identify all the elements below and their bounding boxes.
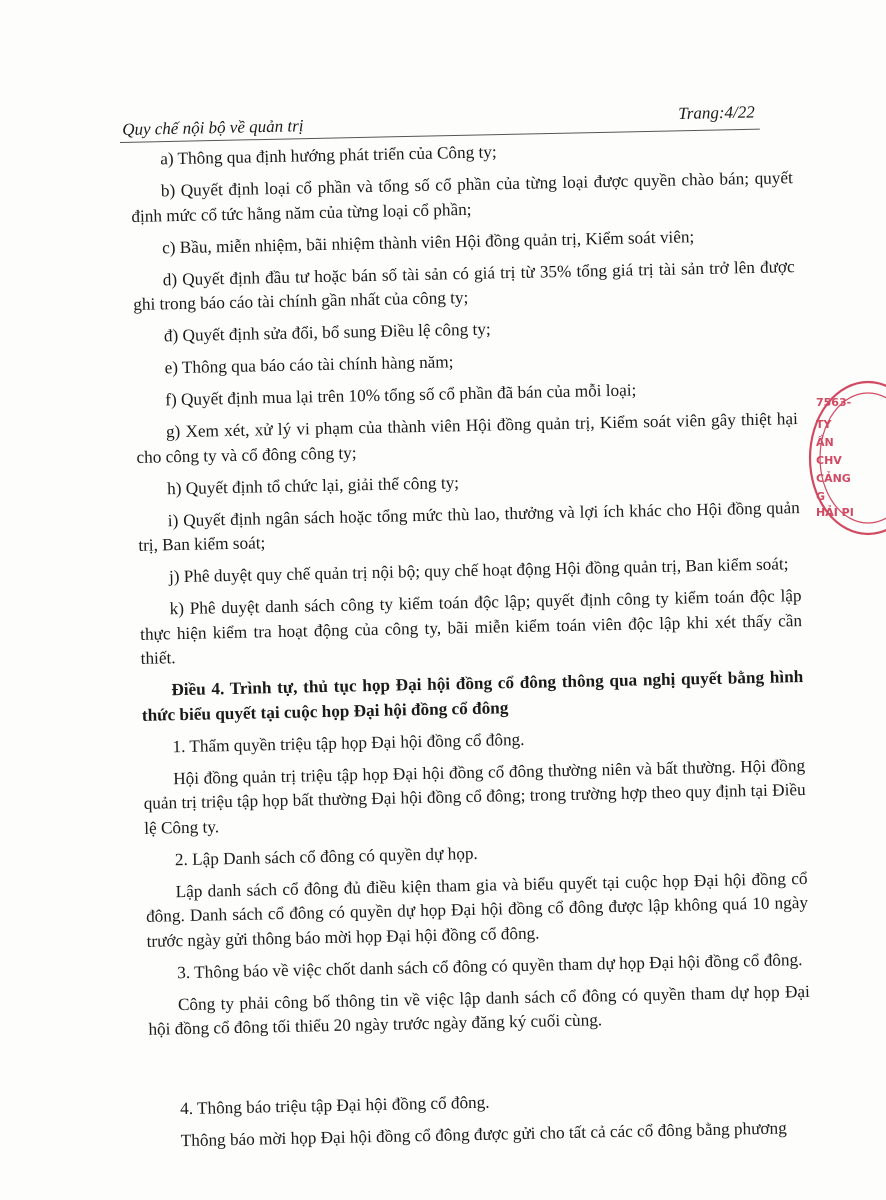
section-4-title: 4. Thông báo triệu tập Đại hội đồng cổ đông. xyxy=(179,1092,490,1119)
list-item-k: k) Phê duyệt danh sách công ty kiểm toán độc lập; quyết định công ty kiểm toán độc lập thực hiện kiểm tra hoạt động của công ty, bãi miễn kiểm toán viên độc lập khi xét thấy cần thiết. xyxy=(139,586,803,668)
list-item-d: d) Quyết định đầu tư hoặc bán số tài sản có giá trị từ 35% tổng giá trị tài sản trở lên được ghi trong báo cáo tài chính gần nhất của công ty; xyxy=(133,256,795,314)
list-item-f: f) Quyết định mua lại trên 10% tổng số cổ phần đã bán của mỗi loại; xyxy=(165,380,637,410)
section-1-title: 1. Thẩm quyền triệu tập họp Đại hội đồng cổ đông. xyxy=(172,729,525,756)
seal-text-2: TY xyxy=(816,418,832,431)
list-item-dd: đ) Quyết định sửa đổi, bổ sung Điều lệ công ty; xyxy=(163,319,491,346)
list-item-j: j) Phê duyệt quy chế quản trị nội bộ; quy chế hoạt động Hội đồng quản trị, Ban kiểm soát; xyxy=(168,554,789,587)
list-item-e: e) Thông qua báo cáo tài chính hàng năm; xyxy=(164,352,454,378)
seal-text-1: 7563- xyxy=(816,396,852,409)
list-item-i: i) Quyết định ngân sách hoặc tổng mức thù lao, thưởng và lợi ích khác cho Hội đồng quản trị, Ban kiểm soát; xyxy=(138,497,800,555)
article-heading: Điều 4. Trình tự, thủ tục họp Đại hội đồng cổ đông thông qua nghị quyết bằng hình thức biểu quyết tại cuộc họp Đại hội đồng cổ đông xyxy=(141,667,804,725)
list-item-b: b) Quyết định loại cổ phần và tổng số cổ phần của từng loại được quyền chào bán; quyết định mức cổ tức hằng năm của từng loại cổ phần; xyxy=(131,168,793,226)
section-1-body: Hội đồng quản trị triệu tập họp Đại hội đồng cổ đông thường niên và bất thường. Hội đồng quản trị triệu tập họp bất thường Đại hội đồng cổ đông; trong trường hợp theo quy định tại Điều lệ Công ty. xyxy=(143,755,806,838)
document-title: Quy chế nội bộ về quản trị xyxy=(122,116,304,139)
list-item-c: c) Bầu, miễn nhiệm, bãi nhiệm thành viên Hội đồng quản trị, Kiểm soát viên; xyxy=(161,226,695,257)
section-3-body: Công ty phải công bố thông tin về việc lập danh sách cổ đông có quyền tham dự họp Đại hội đồng cổ đông tối thiểu 20 ngày trước ngày đăng ký cuối cùng. xyxy=(148,981,811,1039)
list-item-g: g) Xem xét, xử lý vi phạm của thành viên Hội đồng quản trị, Kiểm soát viên gây thiệt hại cho công ty và cổ đông công ty; xyxy=(136,409,799,467)
list-item-a: a) Thông qua định hướng phát triển của Công ty; xyxy=(160,142,497,169)
seal-text-4: CHV xyxy=(816,454,842,467)
company-seal xyxy=(806,378,886,538)
document-body xyxy=(130,134,813,1162)
section-4-body: Thông báo mời họp Đại hội đồng cổ đông được gửi cho tất cả các cổ đông bằng phương xyxy=(180,1118,787,1151)
seal-text-6: G xyxy=(816,490,826,503)
section-3-title: 3. Thông báo về việc chốt danh sách cổ đông có quyền tham dự họp Đại hội đồng cổ đông. xyxy=(177,949,803,982)
section-2-title: 2. Lập Danh sách cổ đông có quyền dự họp. xyxy=(174,843,478,869)
page-number: Trang:4/22 xyxy=(678,102,755,123)
section-2-body: Lập danh sách cổ đông đủ điều kiện tham gia và biểu quyết tại cuộc họp Đại hội đồng cổ đông. Danh sách cổ đông có quyền dự họp Đại hội đồng cổ đông được lập không quá 10 ngày trước ngày gửi thông báo mời họp Đại hội đồng cổ đông. xyxy=(145,868,809,951)
list-item-h: h) Quyết định tổ chức lại, giải thể công ty; xyxy=(166,472,460,498)
seal-text-3: ẦN xyxy=(816,436,834,449)
seal-text-7: HẢI PI xyxy=(816,506,854,519)
seal-text-5: CẢNG xyxy=(816,472,851,485)
